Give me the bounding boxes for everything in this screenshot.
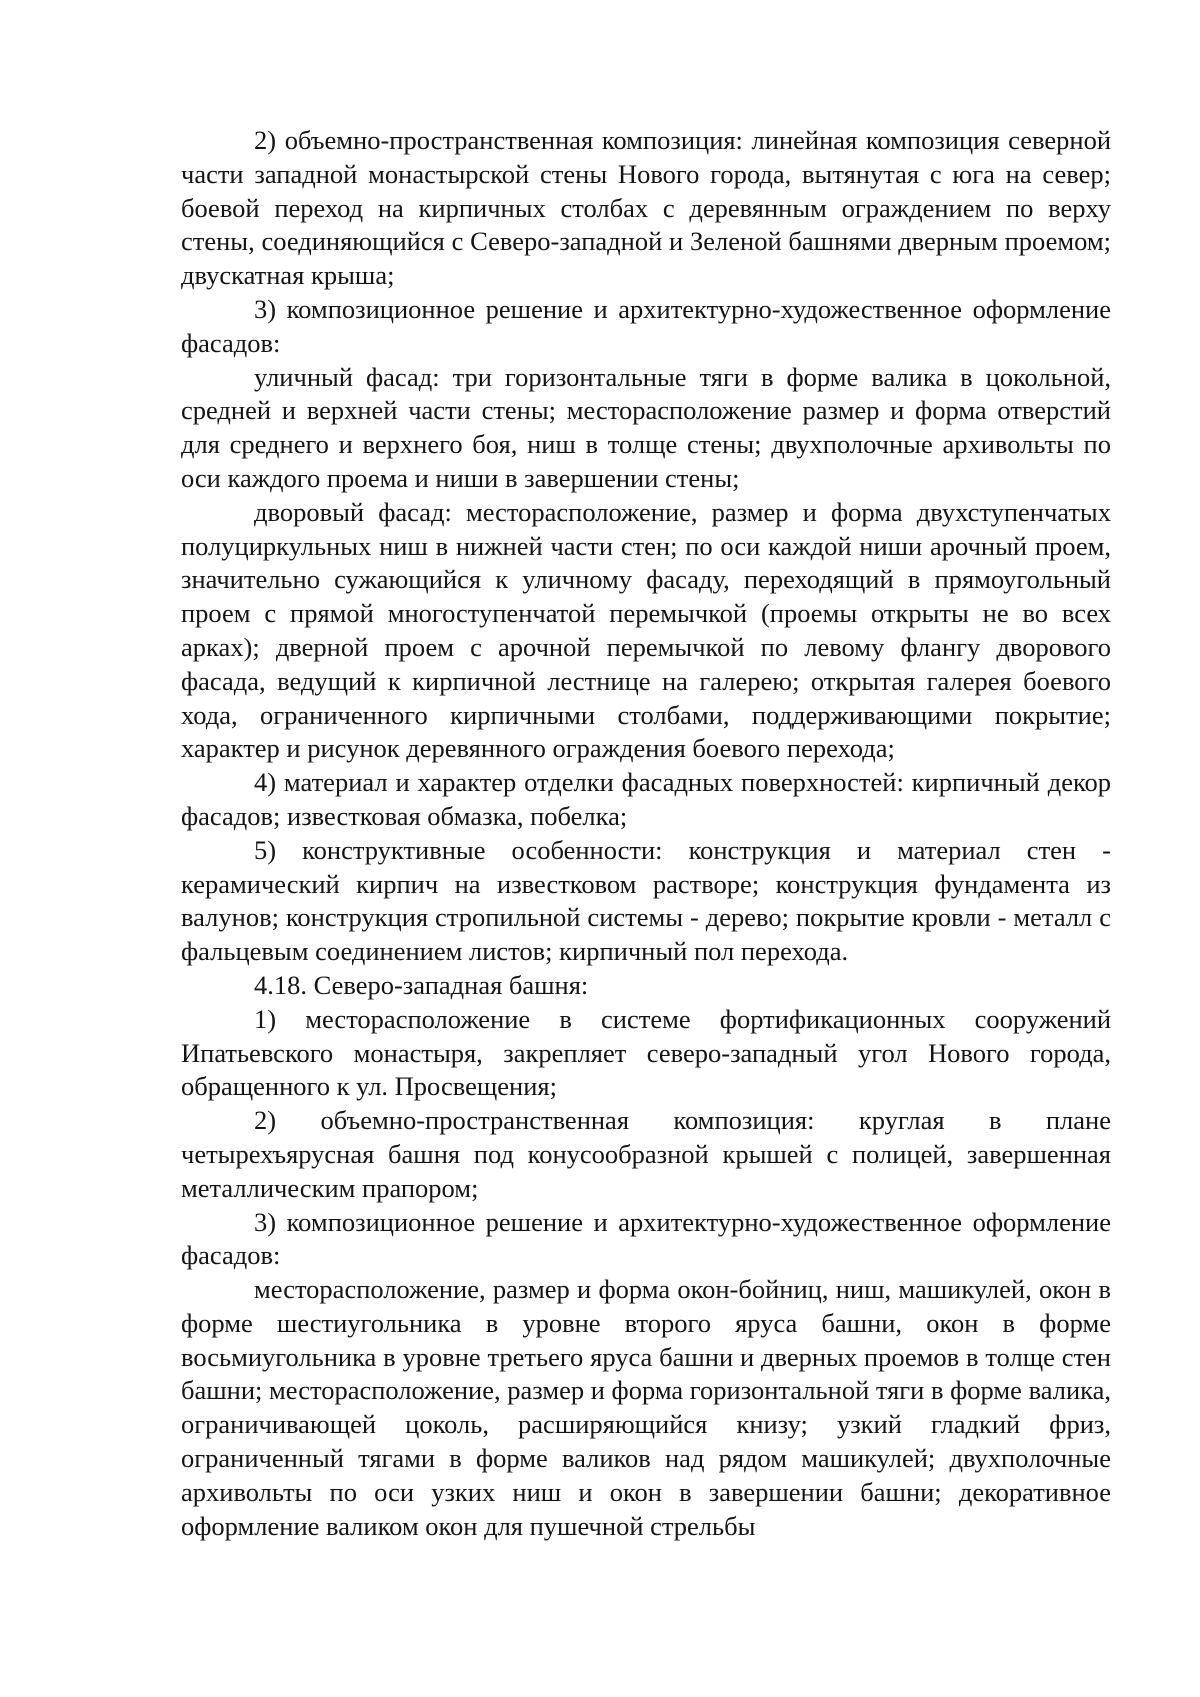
paragraph-tower-facade-heading: 3) композиционное решение и архитектурно-художественное оформление фасадов: bbox=[181, 1206, 1111, 1271]
paragraph-facade-design-heading: 3) композиционное решение и архитектурно-художественное оформление фасадов: bbox=[181, 293, 1111, 358]
paragraph-tower-location: 1) месторасположение в системе фортификационных сооружений Ипатьевского монастыря, закрепляет северо-западный угол Нового города, обращенного к ул. Просвещения; bbox=[181, 1003, 1111, 1102]
paragraph-structural-features: 5) конструктивные особенности: конструкция и материал стен - керамический кирпич на известковом растворе; конструкция фундамента из валунов; конструкция стропильной системы - дерево; покрытие кровли - металл с фальцевым соединением листов; кирпичный пол перехода. bbox=[181, 834, 1111, 967]
paragraph-street-facade: уличный фасад: три горизонтальные тяги в форме валика в цокольной, средней и верхней части стены; месторасположение размер и форма отверстий для среднего и верхнего боя, ниш в толще стены; двухполочные архивольты по оси каждого проема и ниши в завершении стены; bbox=[181, 361, 1111, 493]
paragraph-materials-finish: 4) материал и характер отделки фасадных поверхностей: кирпичный декор фасадов; известковая обмазка, побелка; bbox=[181, 767, 1111, 831]
paragraph-courtyard-facade: дворовый фасад: месторасположение, размер и форма двухступенчатых полуциркульных ниш в нижней части стен; по оси каждой ниши арочный проем, значительно сужающийся к уличному фасаду, переходящий в прямоугольный проем с прямой многоступенчатой перемычкой (проемы открыты не во всех арках); дверной проем с арочной перемычкой по левому флангу дворового фасада, ведущий к кирпичной лестнице на галерею; открытая галерея боевого хода, ограниченного кирпичными столбами, поддерживающими покрытие; характер и рисунок деревянного ограждения боевого перехода; bbox=[181, 496, 1111, 764]
paragraph-tower-openings: месторасположение, размер и форма окон-бойниц, ниш, машикулей, окон в форме шестиугольника в уровне второго яруса башни, окон в форме восьмиугольника в уровне третьего яруса башни и дверных проемов в толще стен башни; месторасположение, размер и форма горизонтальной тяги в форме валика, ограничивающей цоколь, расширяющийся книзу; узкий гладкий фриз, ограниченный тягами в форме валиков над рядом машикулей; двухполочные архивольты по оси узких ниш и окон в завершении башни; декоративное оформление валиком окон для пушечной стрельбы bbox=[181, 1274, 1111, 1541]
section-heading-northwest-tower: 4.18. Северо-западная башня: bbox=[254, 969, 589, 1000]
document-body bbox=[181, 124, 1111, 1543]
paragraph-volume-composition: 2) объемно-пространственная композиция: линейная композиция северной части западной монастырской стены Нового города, вытянутая с юга на север; боевой переход на кирпичных столбах с деревянным ограждением по верху стены, соединяющийся с Северо-западной и Зеленой башнями дверным проемом; двускатная крыша; bbox=[181, 125, 1111, 291]
paragraph-tower-composition: 2) объемно-пространственная композиция: круглая в плане четырехъярусная башня под конусообразной крышей с полицей, завершенная металлическим прапором; bbox=[181, 1105, 1111, 1203]
